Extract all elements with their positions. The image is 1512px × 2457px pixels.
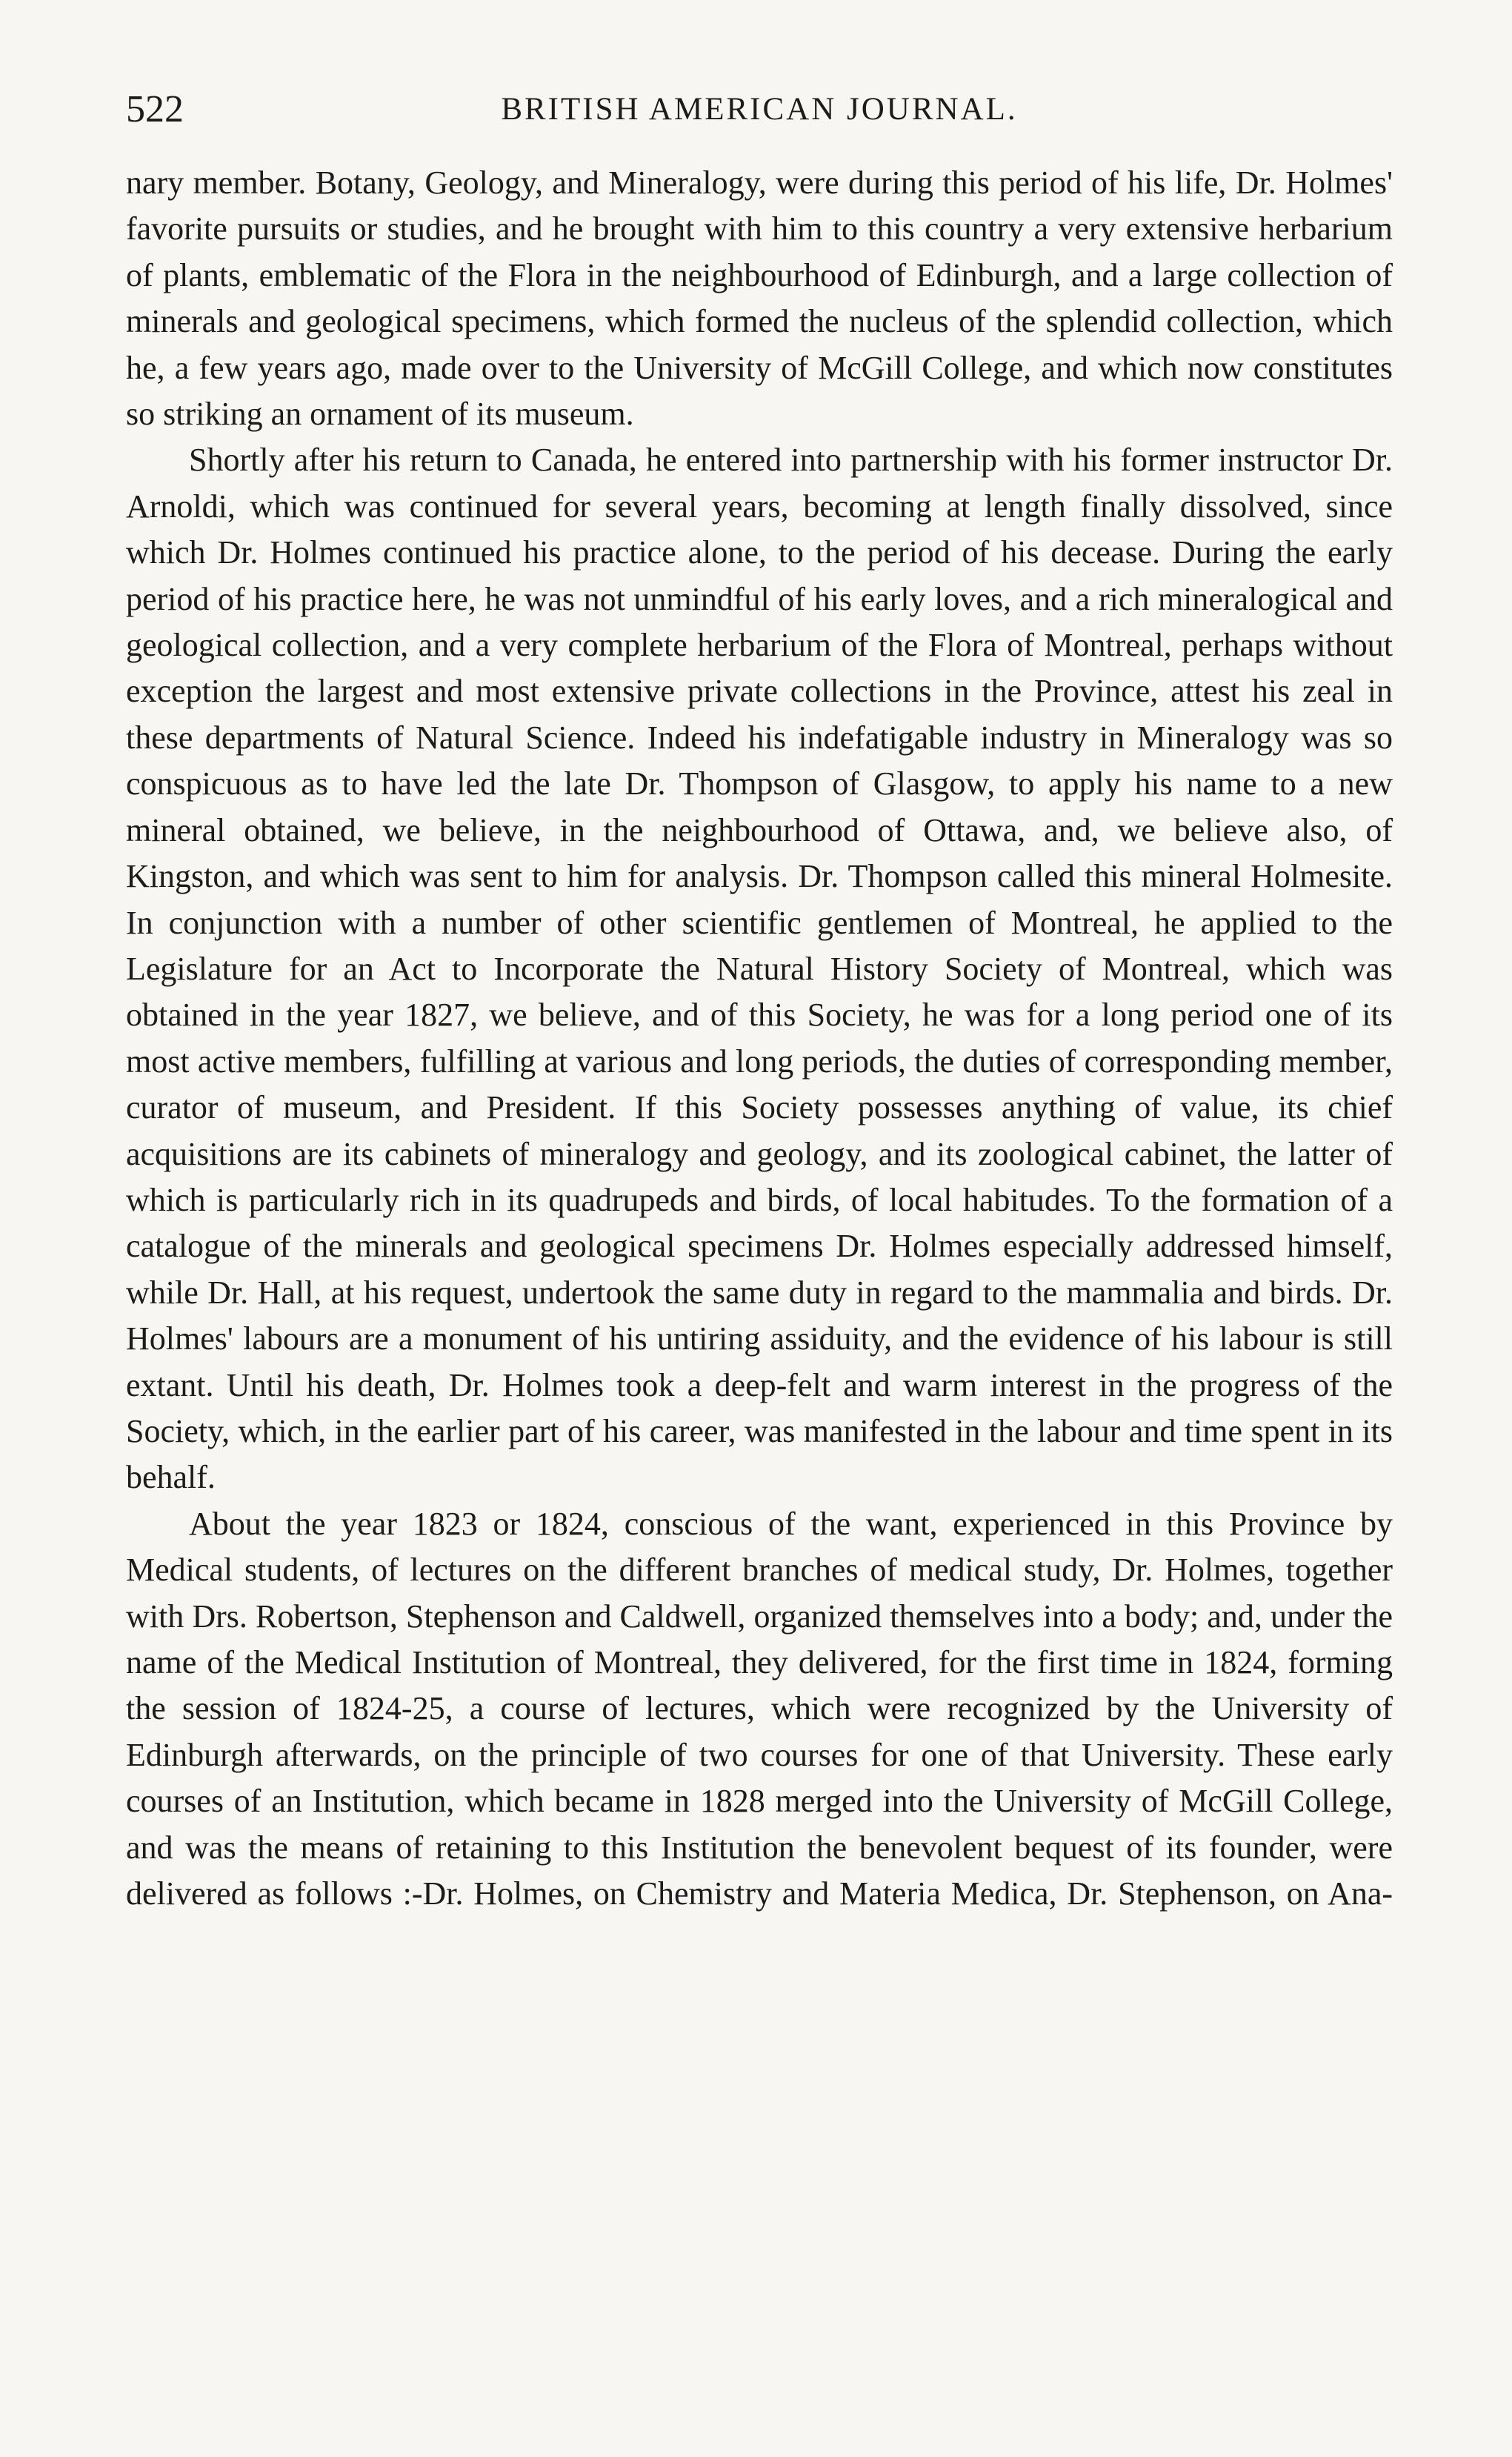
paragraph-1: nary member. Botany, Geology, and Mineralogy, were during this period of his life, Dr. Holmes' favorite pursuits or studies, and he brought with him to this country a very extensive herbarium of plants, emblematic of the Flora in the neighbourhood of Edinburgh, and a large collection of minerals and geological specimens, which formed the nucleus of the splendid collection, which he, a few years ago, made over to the University of McGill College, and which now constitutes so striking an ornament of its museum.	[126, 164, 1393, 433]
running-title: BRITISH AMERICAN JOURNAL.	[501, 92, 1018, 127]
paragraph-3: About the year 1823 or 1824, conscious of the want, experienced in this Province by Medical students, of lectures on the different branches of medical study, Dr. Holmes, together with Drs. Robertson, Stephenson and Caldwell, organized themselves into a body; and, under the name of the Medical Institution of Montreal, they delivered, for the first time in 1824, forming the session of 1824-25, a course of lectures, which were recognized by the University of Edinburgh afterwards, on the principle of two courses for one of that University. These early courses of an Institution, which became in 1828 merged into the University of McGill College, and was the means of retaining to this Institution the benevolent bequest of its founder, were delivered as follows :-Dr. Holmes, on Chemistry and Materia Medica, Dr. Stephenson, on Ana-	[126, 1505, 1393, 1912]
article-body	[126, 160, 1393, 1917]
page-number: 522	[126, 88, 184, 130]
paragraph-2: Shortly after his return to Canada, he entered into partnership with his former instructor Dr. Arnoldi, which was continued for several years, becoming at length finally dissolved, since which Dr. Holmes continued his practice alone, to the period of his decease. During the early period of his practice here, he was not unmindful of his early loves, and a rich mineralogical and geological collection, and a very complete herbarium of the Flora of Montreal, perhaps without exception the largest and most extensive private collections in the Province, attest his zeal in these departments of Natural Science. Indeed his indefatigable industry in Mineralogy was so conspicuous as to have led the late Dr. Thompson of Glasgow, to apply his name to a new mineral obtained, we believe, in the neighbourhood of Ottawa, and, we believe also, of Kingston, and which was sent to him for analysis. Dr. Thompson called this mineral Holmesite. In conjunction with a number of other scientific gentlemen of Montreal, he applied to the Legislature for an Act to Incorporate the Natural History Society of Montreal, which was obtained in the year 1827, we believe, and of this Society, he was for a long period one of its most active members, fulfilling at various and long periods, the duties of corresponding member, curator of museum, and President. If this Society possesses anything of value, its chief acquisitions are its cabinets of mineralogy and geology, and its zoological cabinet, the latter of which is particularly rich in its quadrupeds and birds, of local habitudes. To the formation of a catalogue of the minerals and geological specimens Dr. Holmes especially addressed himself, while Dr. Hall, at his request, undertook the same duty in regard to the mammalia and birds. Dr. Holmes' labours are a monument of his untiring assiduity, and the evidence of his labour is still extant. Until his death, Dr. Holmes took a deep-felt and warm interest in the progress of the Society, which, in the earlier part of his career, was manifested in the labour and time spent in its behalf.	[126, 442, 1393, 1496]
page-header	[126, 80, 1393, 139]
